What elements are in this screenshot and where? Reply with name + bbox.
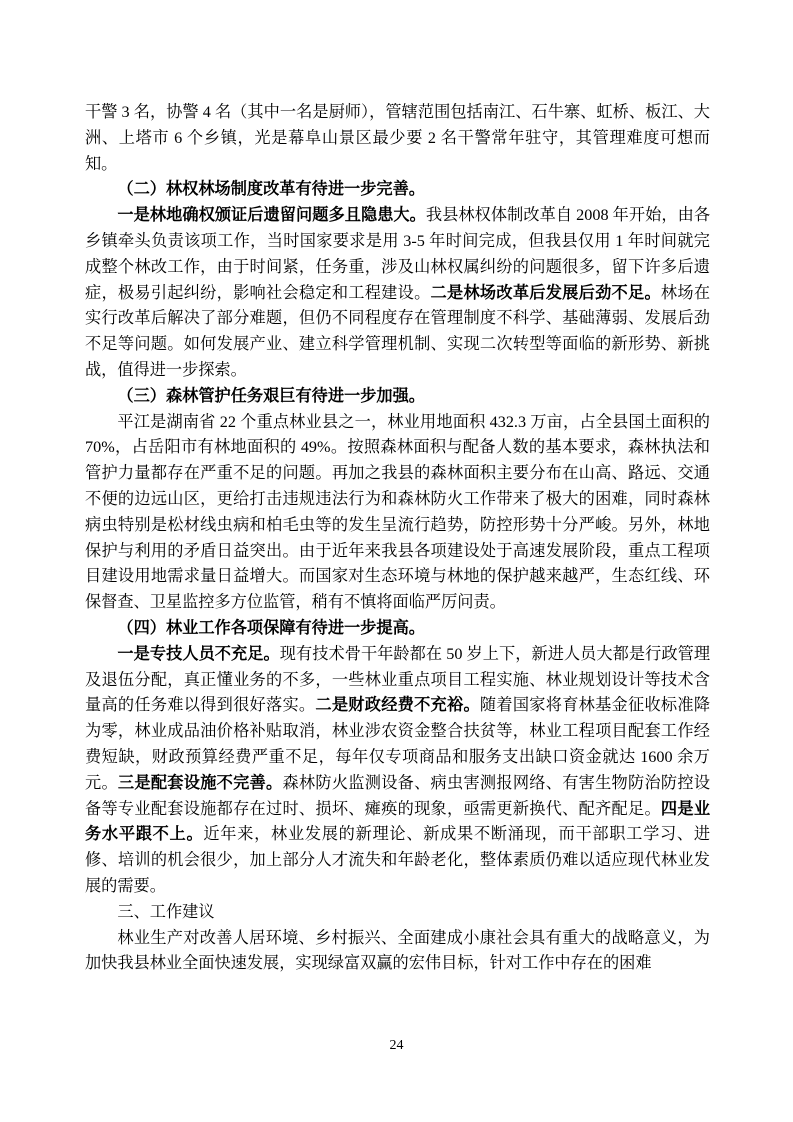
text-run: 干警 3 名，协警 4 名（其中一名是厨师），管辖范围包括南江、石牛寨、虹桥、板江、大洲、上塔市 6 个乡镇，光是幕阜山景区最少要 2 名干警常年驻守，其管理难度可想而知。 (85, 103, 710, 173)
document-content (85, 100, 710, 977)
text-run-bold: （三）森林管护任务艰巨有待进一步加强。 (117, 386, 425, 405)
text-run: 随着国家将育林基金征收标准降为零，林业成品油价格补贴取消，林业涉农资金整合扶贫等，林业工程项目配套工作经费短缺，财政预算经费严重不足，每年仅专项商品和服务支出缺口资金就达 1600 余万元。 (85, 696, 711, 792)
text-run-bold: 四是业务水平跟不上。 (85, 799, 711, 844)
text-run: 三、工作建议 (117, 902, 215, 921)
heading-item-2 (85, 177, 710, 203)
text-run-bold: 二是财政经费不充裕。 (315, 696, 480, 715)
text-run-bold: 一是林地确权颁证后遗留问题多且隐患大。 (117, 206, 426, 225)
page-number: 24 (389, 1038, 404, 1053)
text-run-bold: （四）林业工作各项保障有待进一步提高。 (117, 618, 425, 637)
text-run-bold: 三是配套设施不完善。 (117, 773, 283, 792)
heading-section-3 (85, 900, 710, 926)
text-run: 森林防火监测设备、病虫害测报网络、有害生物防治防控设备等专业配套设施都存在过时、损坏、瘫痪的现象，亟需更新换代、配齐配足。 (85, 773, 711, 818)
text-run-bold: （二）林权林场制度改革有待进一步完善。 (117, 180, 425, 199)
text-run-bold: 一是专技人员不充足。 (117, 644, 280, 663)
heading-item-4 (85, 616, 710, 642)
text-run: 林场在实行改革后解决了部分难题，但仍不同程度存在管理制度不科学、基础薄弱、发展后劲不足等问题。如何发展产业、建立科学管理机制、实现二次转型等面临的新形势、新挑战，值得进一步探索。 (85, 283, 711, 379)
text-run: 我县林权体制改革自 2008 年开始，由各乡镇牵头负责该项工作，当时国家要求是用 3-5 年时间完成，但我县仅用 1 年时间就完成整个林改工作，由于时间紧，任务重，涉及山林权属纠纷的问题很多，留下许多后遗症，极易引起纠纷，影响社会稳定和工程建设。 (85, 206, 711, 302)
text-run: 平江是湖南省 22 个重点林业县之一，林业用地面积 432.3 万亩，占全县国土面积的 70%，占岳阳市有林地面积的 49%。按照森林面积与配备人数的基本要求，森林执法和管护力量都存在严重不足的问题。再加之我县的森林面积主要分布在山高、路远、交通不便的边远山区，更给打击违规违法行为和森林防火工作带来了极大的困难，同时森林病虫特别是松材线虫病和柏毛虫等的发生呈流行趋势，防控形势十分严峻。另外，林地保护与利用的矛盾日益突出。由于近年来我县各项建设处于高速发展阶段，重点工程项目建设用地需求量日益增大。而国家对生态环境与林地的保护越来越严，生态红线、环保督查、卫星监控多方位监管，稍有不慎将面临严厉问责。 (85, 412, 710, 612)
text-run: 林业生产对改善人居环境、乡村振兴、全面建成小康社会具有重大的战略意义，为加快我县林业全面快速发展，实现绿富双赢的宏伟目标，针对工作中存在的困难 (85, 928, 710, 973)
paragraph-intro-continuation (85, 100, 710, 177)
text-run: 近年来，林业发展的新理论、新成果不断涌现，而干部职工学习、进修、培训的机会很少，加上部分人才流失和年龄老化，整体素质仍难以适应现代林业发展的需要。 (85, 825, 711, 895)
heading-item-3 (85, 384, 710, 410)
paragraph-item-2 (85, 203, 710, 384)
text-run-bold: 二是林场改革后发展后劲不足。 (430, 283, 661, 302)
paragraph-item-3 (85, 410, 710, 616)
paragraph-section-3 (85, 926, 710, 978)
text-run: 现有技术骨干年龄都在 50 岁上下，新进人员大都是行政管理及退伍分配，真正懂业务的不多，一些林业重点项目工程实施、林业规划设计等技术含量高的任务难以得到很好落实。 (85, 644, 711, 715)
paragraph-item-4 (85, 642, 710, 900)
